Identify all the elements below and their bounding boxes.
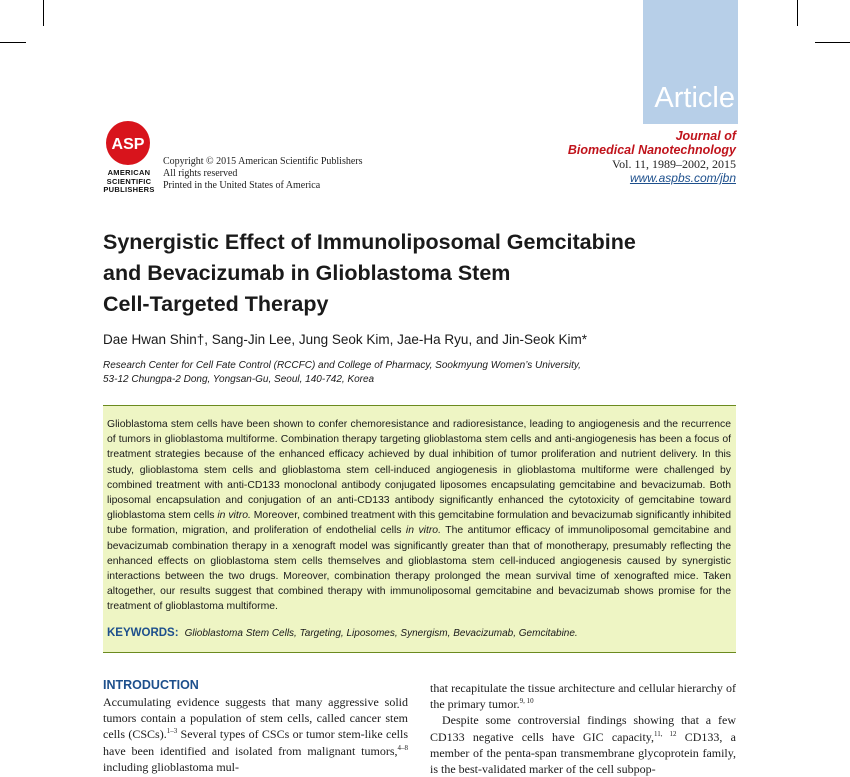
body-text-segment: that recapitulate the tissue architecture and cellular hierarchy of the primary tumor. <box>430 681 736 712</box>
title-line: and Bevacizumab in Glioblastoma Stem <box>103 261 511 285</box>
journal-url-link[interactable]: www.aspbs.com/jbn <box>629 171 736 185</box>
abstract-text <box>107 417 731 615</box>
citation-ref: 9, 10 <box>519 697 534 706</box>
abstract-italic-term: in vitro. <box>217 510 251 522</box>
affiliation-line: 53-12 Chungpa-2 Dong, Yongsan-Gu, Seoul, 140-742, Korea <box>103 374 375 385</box>
body-paragraph <box>103 694 408 775</box>
asp-logo-icon <box>105 120 151 166</box>
introduction-heading: INTRODUCTION <box>103 678 199 692</box>
logo-abbreviation: ASP <box>111 136 145 153</box>
affiliation <box>103 359 663 387</box>
keywords <box>107 627 731 639</box>
abstract-part-3: The antitumor efficacy of immunoliposomal gemcitabine and bevacizumab combination therapy in a xenograft model was significantly greater than that of monotherapy, presumably reflecting the enhanced effects on glioblastoma stem cells themselves and glioblastoma stem cell-induced angiogenesis caused by synergistic interactions between the two drugs. Moreover, combination therapy prolonged the mean survival time of xenografted mice. Taken altogether, our results suggest that combined therapy with immunoliposomal gemcitabine and bevacizumab shows promise for the treatment of glioblastoma multiforme. <box>107 525 731 613</box>
copyright-line: All rights reserved <box>163 168 238 179</box>
title-line: Synergistic Effect of Immunoliposomal Gemcitabine <box>103 230 636 254</box>
logo-line-1: AMERICAN <box>107 168 151 177</box>
keywords-label: KEYWORDS: <box>107 627 179 639</box>
body-text-segment: Despite some controversial findings showing that a few CD133 negative cells have GIC capacity, <box>430 713 736 744</box>
journal-name-line-2: Biomedical Nanotechnology <box>567 143 736 157</box>
crop-mark-right-horizontal <box>815 42 850 43</box>
crop-mark-top-right <box>797 0 798 26</box>
body-text-segment: including glioblastoma mul- <box>103 759 239 774</box>
abstract-part-1: Glioblastoma stem cells have been shown to confer chemoresistance and radioresistance, leading to angiogenesis and the recurrence of tumors in glioblastoma multiforme. Combination therapy targeting glioblastoma stem cells and anti-angiogenesis has been a focus of treatment strategies because of the enhanced efficacy achieved by dual inhibition of tumor proliferation and nutrient delivery. In this study, glioblastoma stem cells and glioblastoma stem cell-induced angiogenesis in glioblastoma multiforme were challenged by combined treatment with anti-CD133 monoclonal antibody conjugated liposomes encapsulating gemcitabine and bevacizumab. Both liposomal encapsulation and conjugation of an anti-CD133 antibody significantly enhanced the cytotoxicity of gemcitabine toward glioblastoma stem cells <box>107 419 731 522</box>
paper-title <box>103 227 723 320</box>
journal-info <box>568 129 736 185</box>
abstract-part-2: Moreover, combined treatment with this gemcitabine formulation and bevacizumab significantly inhibited tube formation, migration, and proliferation of endothelial cells <box>107 510 731 537</box>
copyright-notice <box>163 156 363 192</box>
journal-name-line-1: Journal of <box>675 129 736 143</box>
author-list: Dae Hwan Shin†, Sang-Jin Lee, Jung Seok Kim, Jae-Ha Ryu, and Jin-Seok Kim* <box>103 332 587 347</box>
crop-mark-left-horizontal <box>0 42 26 43</box>
keywords-list: Glioblastoma Stem Cells, Targeting, Liposomes, Synergism, Bevacizumab, Gemcitabine. <box>184 628 578 639</box>
body-text-segment: Accumulating evidence suggests that many aggressive solid tumors contain a population of stem cells, called cancer stem cells (CSCs). <box>103 695 408 742</box>
journal-volume: Vol. 11, 1989–2002, 2015 <box>611 157 736 171</box>
citation-ref: 11, 12 <box>654 729 677 738</box>
abstract-italic-term: in vitro. <box>405 525 441 537</box>
copyright-line: Copyright © 2015 American Scientific Publishers <box>163 156 363 167</box>
logo-wordmark <box>103 169 155 195</box>
logo-line-2: SCIENTIFIC <box>106 176 152 186</box>
crop-mark-top-left <box>43 0 44 26</box>
citation-ref: 4–8 <box>397 743 408 752</box>
body-paragraph <box>430 680 736 712</box>
affiliation-line: Research Center for Cell Fate Control (RCCFC) and College of Pharmacy, Sookmyung Women’s University, <box>103 360 581 371</box>
publisher-logo <box>103 120 155 195</box>
body-paragraph <box>430 712 736 777</box>
body-column-right <box>430 680 736 777</box>
body-column-left <box>103 678 408 775</box>
copyright-line: Printed in the United States of America <box>163 180 321 191</box>
citation-ref: 1–3 <box>166 727 178 736</box>
body-text-segment: CD133, a member of the penta-span transmembrane glycoprotein family, is the best-validated marker of the cell subpop- <box>430 729 736 777</box>
article-type-label: Article <box>654 82 735 114</box>
logo-line-3: PUBLISHERS <box>103 185 155 194</box>
body-text-segment: Several types of CSCs or tumor stem-like cells have been identified and isolated from malignant tumors, <box>103 727 409 758</box>
title-line: Cell-Targeted Therapy <box>103 292 329 316</box>
abstract-box <box>103 405 736 653</box>
